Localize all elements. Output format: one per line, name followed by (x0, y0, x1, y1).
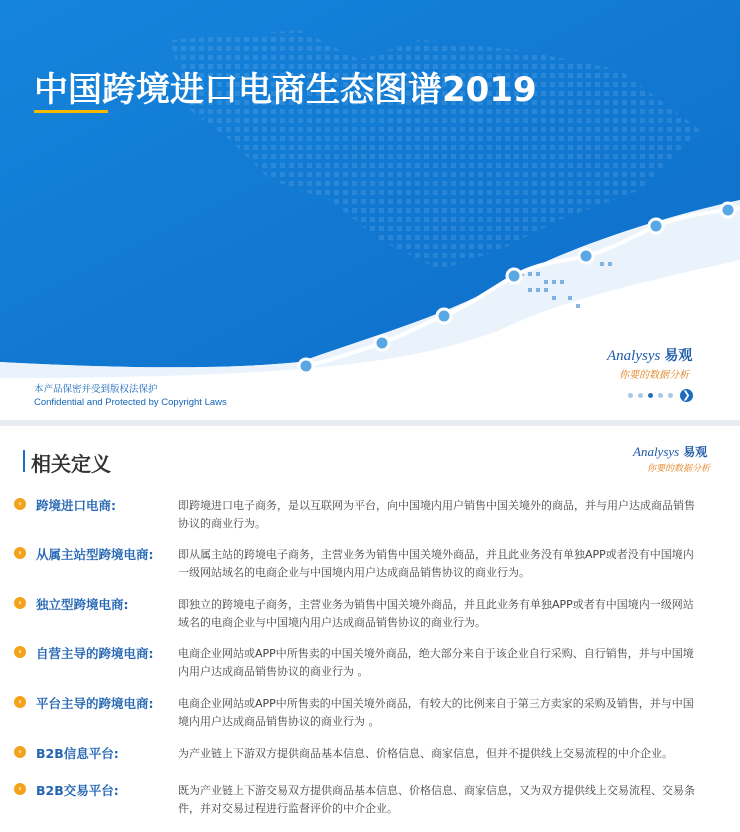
chevron-right-circle-icon: › (14, 597, 26, 609)
pager-dot[interactable] (658, 393, 663, 398)
definition-term: 自营主导的跨境电商: (36, 646, 154, 661)
definition-description: 电商企业网站或APP中所售卖的中国关境外商品，绝大部分来自于该企业自行采购、自行销售，并与中国境内用户达成商品销售协议的商业行为 。 (178, 647, 694, 678)
brand-tagline: 你要的数据分析 (647, 464, 711, 474)
definition-term: 从属主站型跨境电商: (36, 547, 154, 562)
cover-title: 中国跨境进口电商生态图谱2019 (34, 70, 537, 110)
definition-description: 即独立的跨境电子商务，主营业务为销售中国关境外商品，并且此业务有单独APP或者有中国境内一级网站域名的电商企业与中国境内用户达成商品销售协议的商业行为。 (178, 598, 694, 629)
definitions-brand-logo (633, 443, 740, 474)
definition-description: 即跨境进口电子商务，是以互联网为平台，向中国境内用户销售中国关境外的商品，并与用户达成商品销售协议的商业行为。 (178, 499, 695, 530)
chevron-right-circle-icon: › (14, 696, 26, 708)
cover-brand-logo (607, 345, 737, 381)
brand-name: Analysys (633, 444, 680, 459)
definition-term: B2B信息平台: (36, 746, 119, 761)
definition-term: 跨境进口电商: (36, 498, 116, 513)
slide-pager (628, 389, 693, 402)
definitions-slide (0, 426, 740, 832)
definition-term: B2B交易平台: (36, 783, 119, 798)
pager-dot[interactable] (628, 393, 633, 398)
chevron-right-icon: ❯ (682, 390, 691, 401)
heading-accent-bar (23, 450, 25, 472)
definitions-heading: 相关定义 (31, 452, 111, 476)
pager-dot[interactable] (638, 393, 643, 398)
pager-dot[interactable] (668, 393, 673, 398)
brand-name: Analysys (607, 348, 661, 364)
definition-description: 即从属主站的跨境电子商务，主营业务为销售中国关境外商品，并且此业务没有单独APP或者没有中国境内一级网站域名的电商企业与中国境内用户达成商品销售协议的商业行为。 (178, 548, 694, 579)
chevron-right-circle-icon: › (14, 498, 26, 510)
brand-name-cn: 易观 (683, 445, 708, 459)
definition-term: 平台主导的跨境电商: (36, 696, 154, 711)
definition-description: 为产业链上下游双方提供商品基本信息、价格信息、商家信息，但并不提供线上交易流程的中介企业。 (178, 747, 673, 760)
chevron-right-circle-icon: › (14, 746, 26, 758)
pager-dot-active[interactable] (648, 393, 653, 398)
definition-description: 既为产业链上下游交易双方提供商品基本信息、价格信息、商家信息，又为双方提供线上交易流程、交易条件，并对交易过程进行监督评价的中介企业。 (178, 784, 695, 815)
definition-term: 独立型跨境电商: (36, 597, 129, 612)
next-slide-button[interactable] (680, 389, 693, 402)
confidential-notice-cn: 本产品保密并受到版权法保护 (34, 384, 158, 395)
title-underline (34, 110, 108, 113)
chevron-right-circle-icon: › (14, 646, 26, 658)
brand-name-cn: 易观 (664, 348, 693, 364)
chevron-right-circle-icon: › (14, 783, 26, 795)
chevron-right-circle-icon: › (14, 547, 26, 559)
brand-tagline: 你要的数据分析 (619, 370, 689, 381)
definition-description: 电商企业网站或APP中所售卖的中国关境外商品，有较大的比例来自于第三方卖家的采购及销售，并与中国境内用户达成商品销售协议的商业行为 。 (178, 697, 694, 728)
confidential-notice-en: Confidential and Protected by Copyright Laws (34, 397, 227, 408)
